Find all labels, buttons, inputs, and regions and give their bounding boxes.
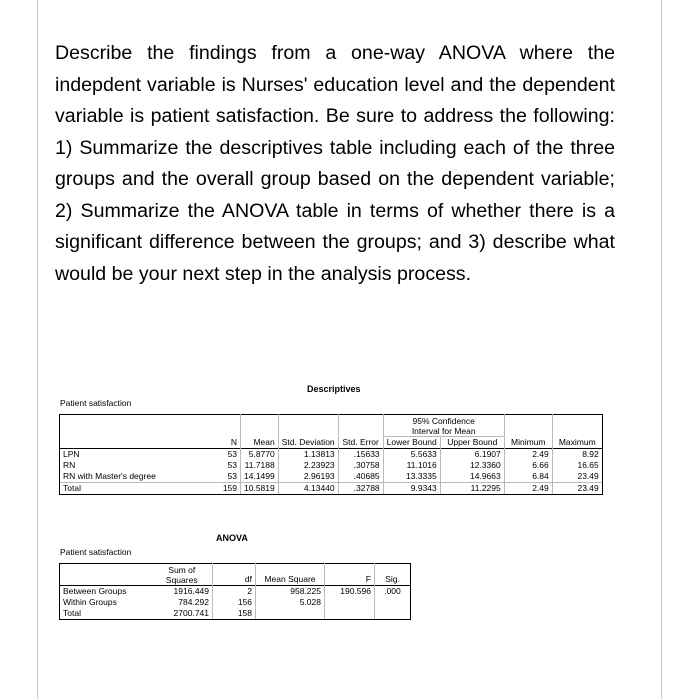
table-row: RN 53 11.7188 2.23923 .30758 11.1016 12.3360 6.66 16.65 — [60, 460, 603, 471]
header-mean: Mean — [241, 437, 279, 449]
anova-table — [59, 563, 411, 620]
header-f: F — [325, 564, 375, 586]
anova-subtitle: Patient satisfaction — [60, 547, 132, 557]
table-row: LPN 53 5.8770 1.13813 .15633 5.5633 6.1907 2.49 8.92 — [60, 449, 603, 461]
table-row: Total 2700.741 158 — [60, 608, 411, 620]
descriptives-table — [59, 414, 603, 495]
header-ms: Mean Square — [256, 564, 325, 586]
anova-title: ANOVA — [216, 533, 248, 543]
header-df: df — [213, 564, 256, 586]
table-row: Within Groups 784.292 156 5.028 — [60, 597, 411, 608]
header-upper: Upper Bound — [440, 437, 504, 449]
header-sd: Std. Deviation — [278, 437, 338, 449]
question-text: Describe the findings from a one-way ANOVA where the indepdent variable is Nurses' education level and the dependent variable is patient satisfaction. Be sure to address the following: 1) Summarize the descriptives table including each of the three groups and the overall group based on the dependent variable; 2) Summarize the ANOVA table in terms of whether there is a significant difference between the groups; and 3) describe what would be your next step in the analysis process. — [55, 42, 615, 285]
header-se: Std. Error — [338, 437, 383, 449]
header-n: N — [178, 437, 241, 449]
ci-header: 95% Confidence Interval for Mean — [383, 415, 504, 437]
header-lower: Lower Bound — [383, 437, 440, 449]
table-row: RN with Master's degree 53 14.1499 2.96193 .40685 13.3335 14.9663 6.84 23.49 — [60, 471, 603, 483]
header-sig: Sig. — [375, 564, 411, 586]
table-row: Between Groups 1916.449 2 958.225 190.596 .000 — [60, 586, 411, 598]
header-max: Maximum — [552, 437, 602, 449]
table-row: Total 159 10.5819 4.13440 .32788 9.9343 11.2295 2.49 23.49 — [60, 483, 603, 495]
header-min: Minimum — [504, 437, 552, 449]
header-ss: Sum of Squares — [152, 564, 213, 586]
descriptives-title: Descriptives — [307, 384, 361, 394]
descriptives-subtitle: Patient satisfaction — [60, 398, 132, 408]
